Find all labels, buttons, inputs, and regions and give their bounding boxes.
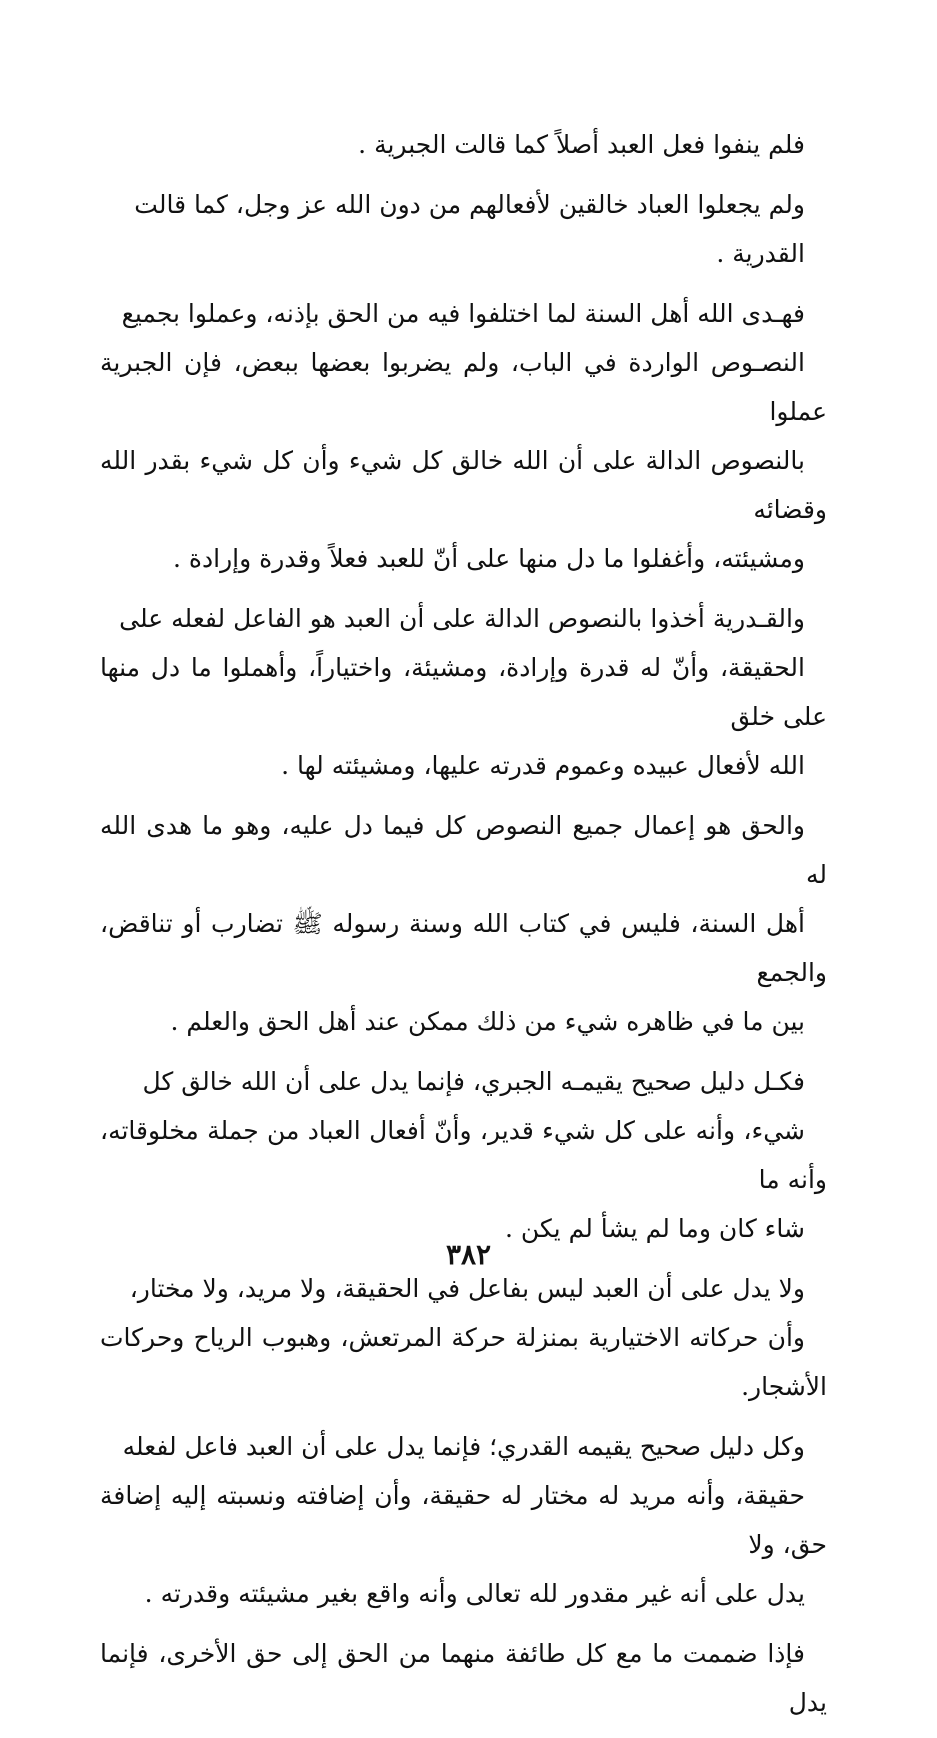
text-line: ولا يدل على أن العبد ليس بفاعل في الحقيقة، ولا مريد، ولا مختار، [129,1274,805,1303]
paragraph-3 [100,289,827,583]
text-line: أهل السنة، فليس في كتاب الله وسنة رسوله ﷺ تضارب أو تناقض، والجمع [100,909,827,987]
text-line: بالنصوص الدالة على أن الله خالق كل شيء وأن كل شيء بقدر الله وقضائه [100,446,827,524]
paragraph-5 [100,801,827,1046]
main-text [100,120,827,1738]
text-line: بين ما في ظاهره شيء من ذلك ممكن عند أهل الحق والعلم . [170,1007,805,1036]
text-line: النصـوص الواردة في الباب، ولم يضربوا بعضها ببعض، فإن الجبرية عملوا [100,348,827,426]
text-line: شيء، وأنه على كل شيء قدير، وأنّ أفعال العباد من جملة مخلوقاته، وأنه ما [100,1116,827,1194]
text-line: ولم يجعلوا العباد خالقين لأفعالهم من دون الله عز وجل، كما قالت [134,190,805,219]
text-line: والحق هو إعمال جميع النصوص كل فيما دل عليه، وهو ما هدى الله له [100,811,827,889]
paragraph-6 [100,1057,827,1253]
paragraph-8 [100,1422,827,1618]
text-line: ومشيئته، وأغفلوا ما دل منها على أنّ للعبد فعلاً وقدرة وإرادة . [173,544,805,573]
page-number: ٣٨٢ [445,1238,492,1271]
text-line: القدرية . [716,239,805,268]
text-line: الله لأفعال عبيده وعموم قدرته عليها، ومشيئته لها . [281,751,805,780]
paragraph-9 [100,1629,827,1727]
text-line: والقـدرية أخذوا بالنصوص الدالة على أن العبد هو الفاعل لفعله على [119,604,805,633]
text-line: شاء كان وما لم يشأ لم يكن . [504,1214,805,1243]
text-line: وكل دليل صحيح يقيمه القدري؛ فإنما يدل على أن العبد فاعل لفعله [122,1432,805,1461]
text-line: فإذا ضممت ما مع كل طائفة منهما من الحق إلى حق الأخرى، فإنما يدل [100,1639,827,1717]
text-line: فكـل دليل صحيح يقيمـه الجبري، فإنما يدل على أن الله خالق كل [142,1067,805,1096]
text-line: الحقيقة، وأنّ له قدرة وإرادة، ومشيئة، واختياراً، وأهملوا ما دل منها على خلق [100,653,827,731]
paragraph-7 [100,1264,827,1411]
text-line: حقيقة، وأنه مريد له مختار له حقيقة، وأن إضافته ونسبته إليه إضافة حق، ولا [100,1481,827,1559]
text-line: فهـدى الله أهل السنة لما اختلفوا فيه من الحق بإذنه، وعملوا بجميع [121,299,805,328]
text-line: وأن حركاته الاختيارية بمنزلة حركة المرتعش، وهبوب الرياح وحركات الأشجار. [100,1323,827,1401]
text-line: فلم ينفوا فعل العبد أصلاً كما قالت الجبرية . [358,130,805,159]
paragraph-4 [100,594,827,790]
text-line: يدل على أنه غير مقدور لله تعالى وأنه واقع بغير مشيئته وقدرته . [144,1579,805,1608]
paragraph-2 [100,180,827,278]
paragraph-1 [100,120,827,169]
